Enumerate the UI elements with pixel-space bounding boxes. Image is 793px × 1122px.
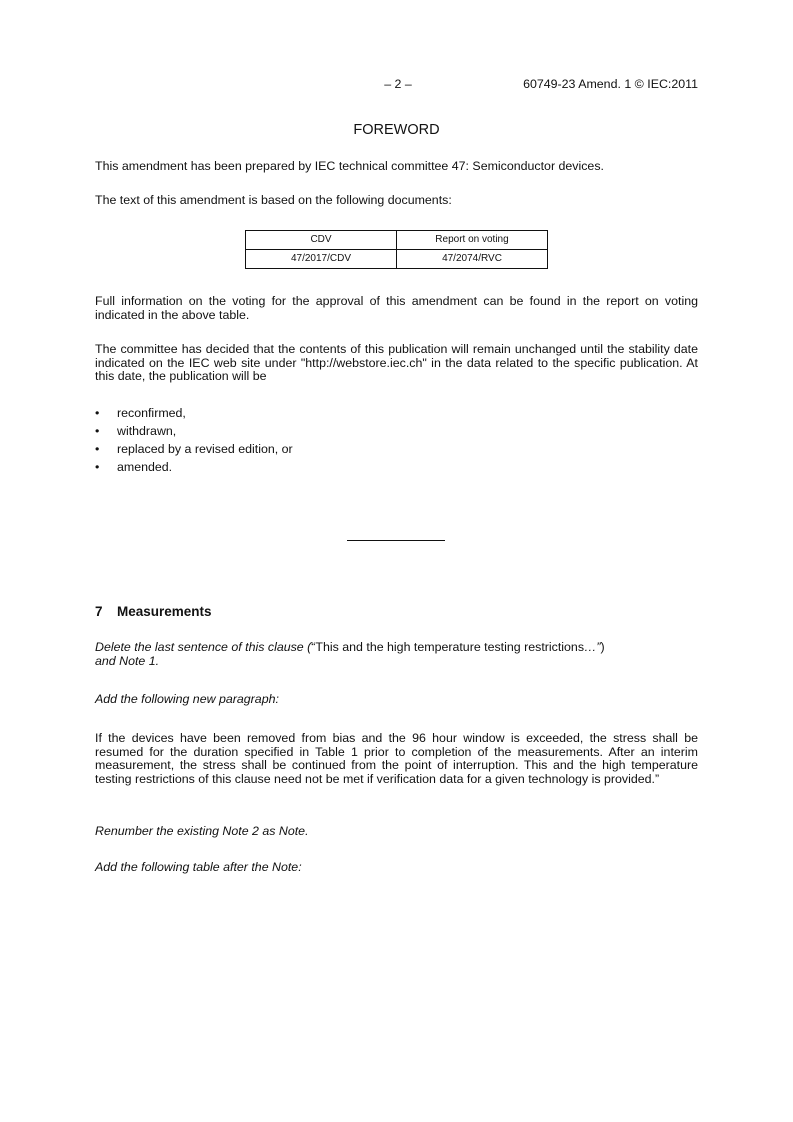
- list-item: [95, 460, 293, 478]
- foreword-paragraph-2: The text of this amendment is based on the following documents:: [95, 193, 452, 207]
- table-header-cell: CDV: [246, 231, 397, 250]
- table-header-cell: Report on voting: [397, 231, 548, 250]
- instruction-add-table: Add the following table after the Note:: [95, 860, 302, 874]
- foreword-title: FOREWORD: [353, 122, 440, 138]
- list-item-text: reconfirmed,: [117, 406, 186, 420]
- section-number: 7: [95, 604, 103, 619]
- section-title: Measurements: [117, 604, 212, 619]
- foreword-paragraph-3: Full information on the voting for the approval of this amendment can be found in the report on voting indicated in the above table.: [95, 294, 698, 322]
- document-reference: 60749-23 Amend. 1 © IEC:2011: [523, 77, 698, 91]
- instruction-renumber: Renumber the existing Note 2 as Note.: [95, 824, 309, 838]
- publication-outcomes-list: [95, 406, 293, 478]
- section-heading: [95, 604, 212, 620]
- list-item-text: amended.: [117, 460, 173, 474]
- instruction-text: Delete the last sentence of this clause (: [95, 640, 312, 654]
- quoted-text: “This and the high temperature testing restrictions: [311, 640, 585, 654]
- list-item: [95, 442, 293, 460]
- bullet: •: [95, 424, 100, 438]
- table-cell: 47/2017/CDV: [246, 250, 397, 269]
- new-paragraph: If the devices have been removed from bias and the 96 hour window is exceeded, the stress shall be resumed for the duration specified in Table 1 prior to completion of the measurements. After an interim measurement, the stress shall be continued from the point of interruption. This and the high temperature testing restrictions of this clause need not be met if verification data for a given technology is provided.”: [95, 731, 698, 786]
- foreword-paragraph-4: The committee has decided that the contents of this publication will remain unchanged until the stability date indicated on the IEC web site under "http://webstore.iec.ch" in the data related to the specific publication. At this date, the publication will be: [95, 342, 698, 384]
- instruction-delete: [95, 641, 698, 668]
- page-number: – 2 –: [384, 77, 412, 91]
- instruction-text: and Note 1.: [95, 653, 160, 668]
- table-header-row: [246, 231, 548, 250]
- instruction-add-paragraph: Add the following new paragraph:: [95, 692, 279, 706]
- list-item: [95, 424, 293, 442]
- bullet: •: [95, 442, 100, 456]
- table-row: [246, 250, 548, 269]
- list-item-text: withdrawn,: [117, 424, 177, 438]
- instruction-text: …”: [584, 640, 601, 654]
- bullet: •: [95, 460, 100, 474]
- documents-table: [245, 230, 548, 269]
- paren-close: ): [600, 640, 605, 654]
- separator-rule: [347, 540, 445, 541]
- foreword-paragraph-1: This amendment has been prepared by IEC technical committee 47: Semiconductor devices.: [95, 159, 604, 173]
- list-item-text: replaced by a revised edition, or: [117, 442, 293, 456]
- list-item: [95, 406, 293, 424]
- table-cell: 47/2074/RVC: [397, 250, 548, 269]
- bullet: •: [95, 406, 100, 420]
